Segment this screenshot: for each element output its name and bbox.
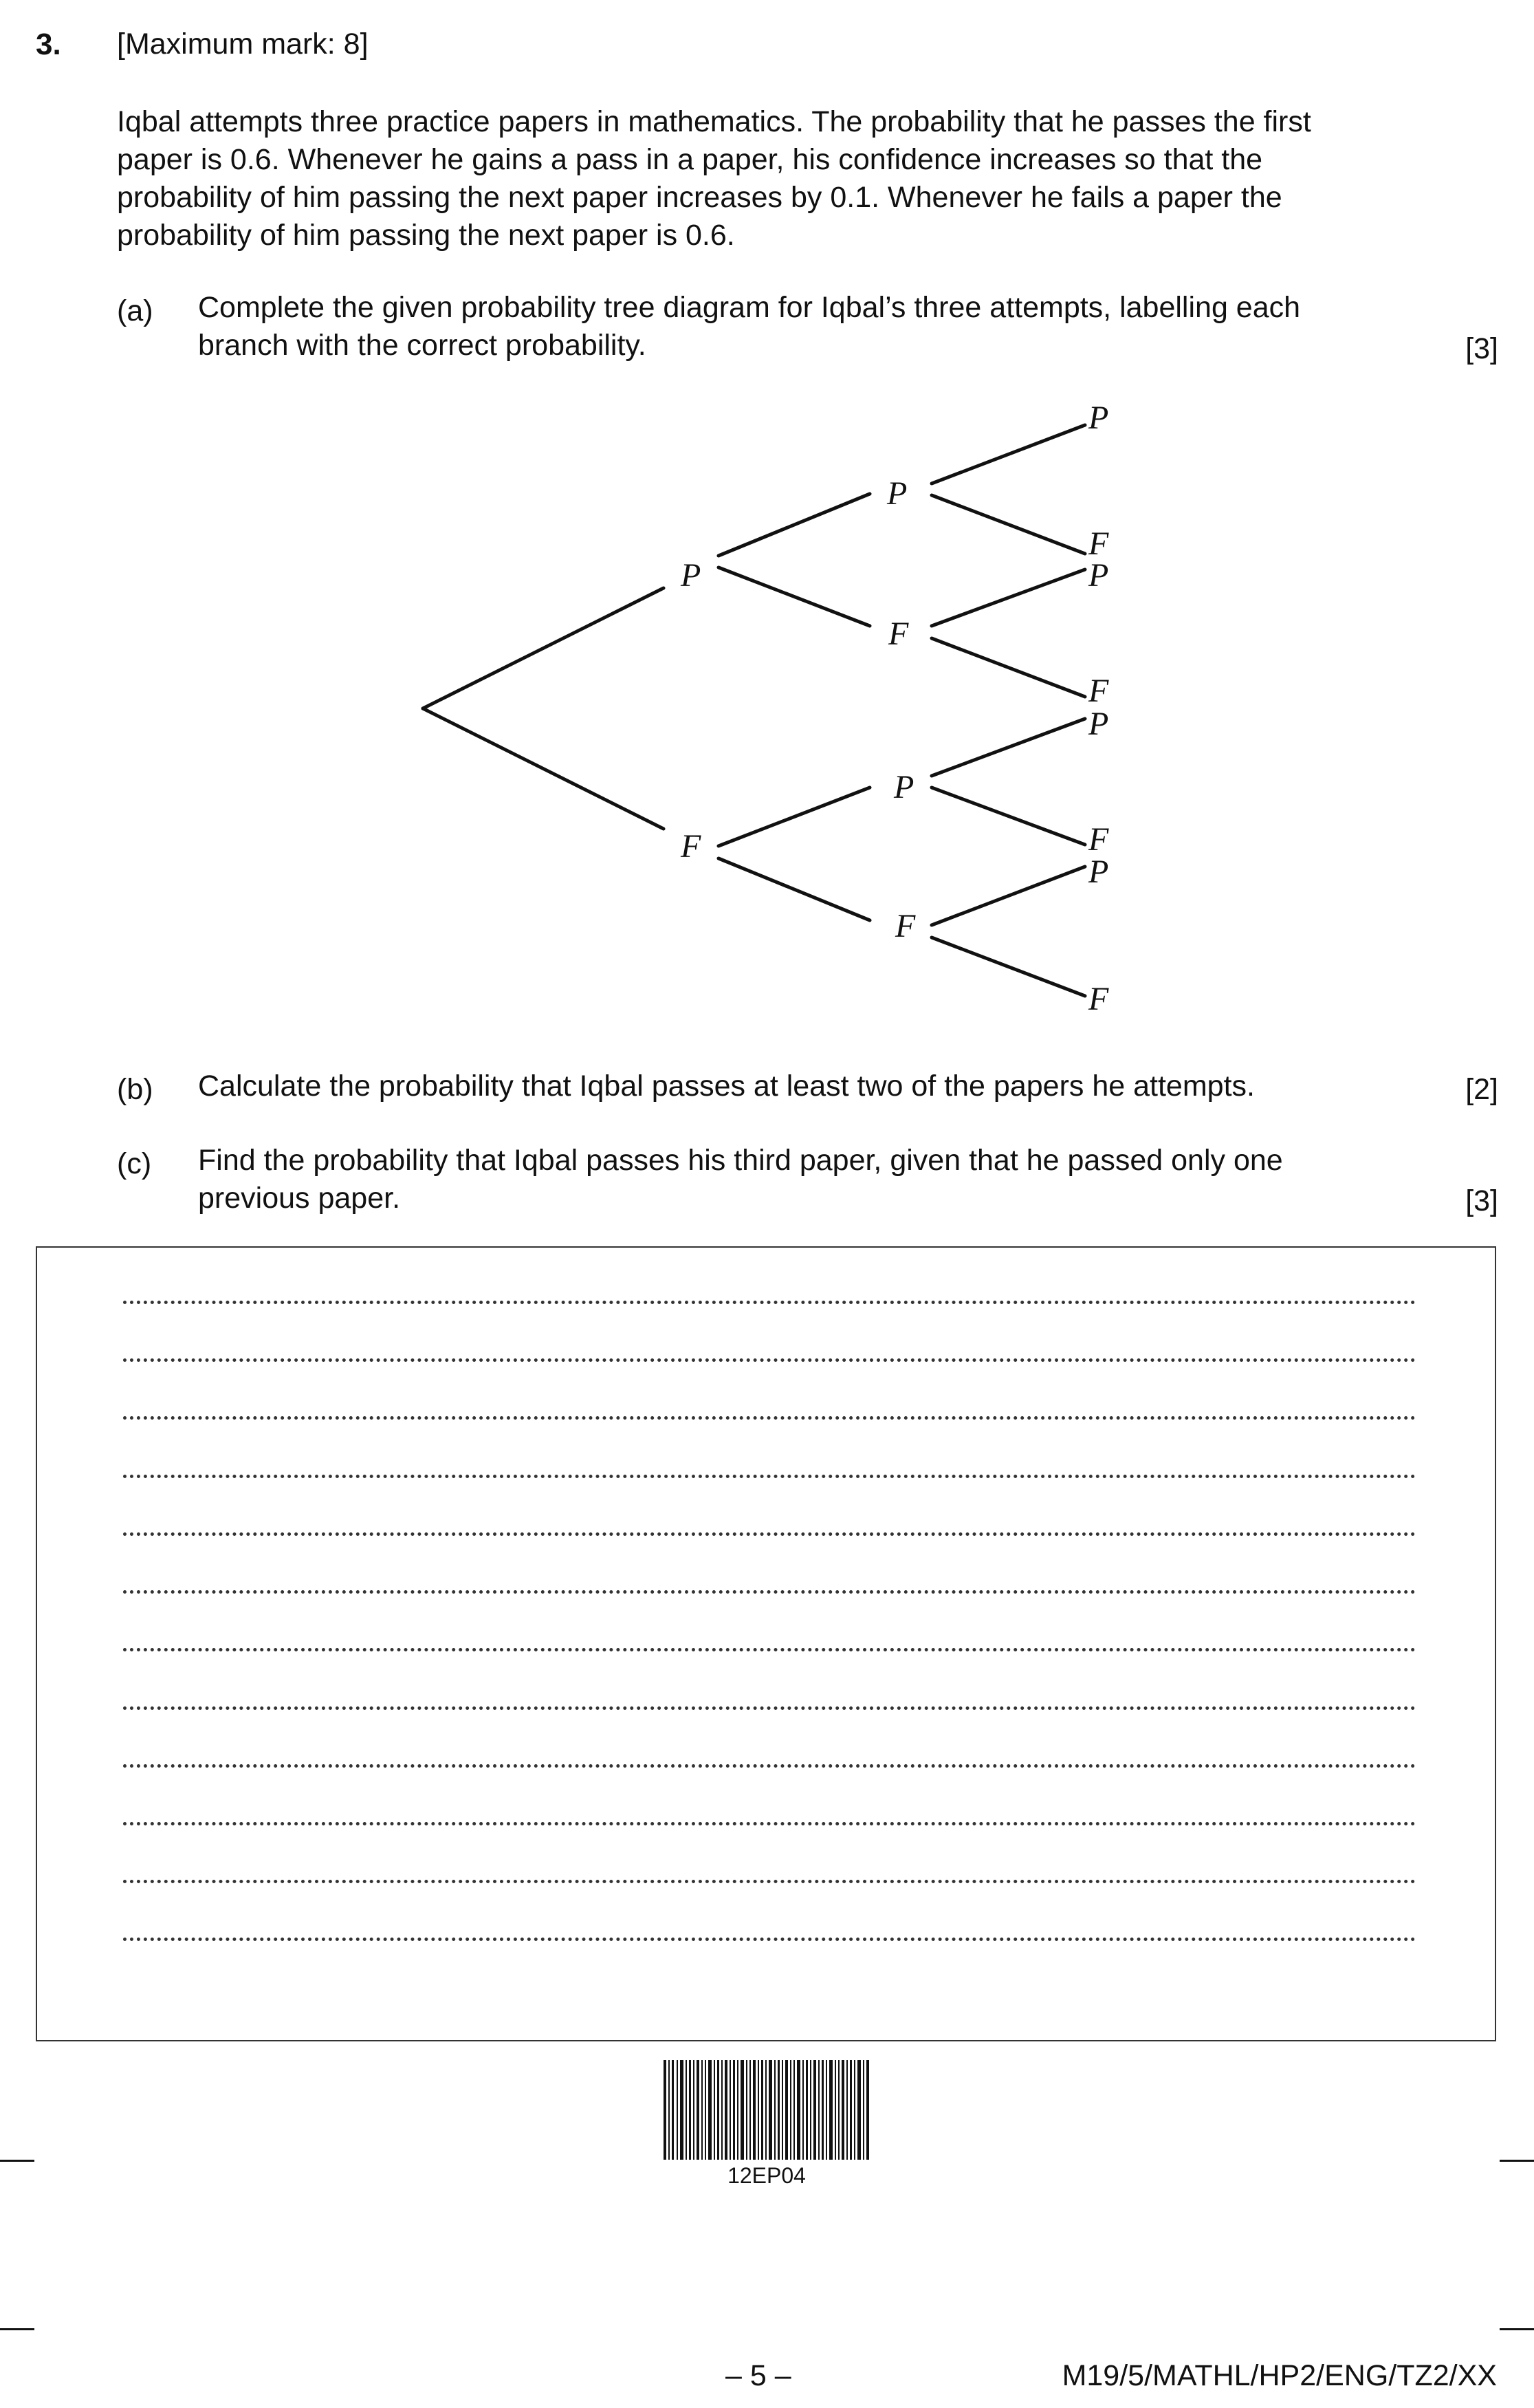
answer-line[interactable] bbox=[123, 1532, 1416, 1536]
branch-pp-p bbox=[932, 425, 1085, 484]
tree-node-level1: F bbox=[681, 828, 701, 865]
tree-node-level3: P bbox=[1088, 400, 1109, 436]
answer-line[interactable] bbox=[123, 1880, 1416, 1883]
part-a-line: Complete the given probability tree diagram for Iqbal’s three attempts, labelling each bbox=[198, 291, 1301, 324]
part-c-text bbox=[198, 1142, 1436, 1217]
branch-ff-f bbox=[932, 937, 1085, 996]
branch-pf-p bbox=[932, 570, 1085, 626]
answer-line[interactable] bbox=[123, 1475, 1416, 1478]
part-c-line: Find the probability that Iqbal passes his third paper, given that he passed only one bbox=[198, 1144, 1283, 1177]
stem-line: probability of him passing the next paper increases by 0.1. Whenever he fails a paper the bbox=[117, 181, 1282, 214]
answer-line[interactable] bbox=[123, 1358, 1416, 1362]
probability-tree-diagram bbox=[0, 0, 1534, 1032]
maximum-mark: [Maximum mark: 8] bbox=[117, 28, 369, 61]
tree-node-level3: P bbox=[1088, 854, 1109, 890]
part-b-marks: [2] bbox=[1465, 1073, 1498, 1106]
answer-line[interactable] bbox=[123, 1706, 1416, 1710]
tree-node-level3: F bbox=[1088, 673, 1109, 709]
tree-node-level2: P bbox=[894, 769, 914, 805]
branch-p-f bbox=[719, 567, 870, 626]
answer-line[interactable] bbox=[123, 1416, 1416, 1420]
stem-line: probability of him passing the next paper is 0.6. bbox=[117, 219, 735, 252]
tree-node-level1: P bbox=[681, 557, 701, 594]
crop-mark bbox=[1500, 2160, 1534, 2162]
answer-line[interactable] bbox=[123, 1822, 1416, 1825]
part-c-marks: [3] bbox=[1465, 1184, 1498, 1217]
branch-ff-p bbox=[932, 867, 1085, 925]
part-c-line: previous paper. bbox=[198, 1182, 401, 1215]
tree-node-level3: P bbox=[1088, 706, 1109, 742]
part-a-line: branch with the correct probability. bbox=[198, 329, 646, 362]
branch-fp-f bbox=[932, 788, 1085, 845]
part-b-line: Calculate the probability that Iqbal passes at least two of the papers he attempts. bbox=[198, 1070, 1255, 1103]
page-number: – 5 – bbox=[725, 2359, 791, 2392]
part-a-marks: [3] bbox=[1465, 332, 1498, 365]
answer-line[interactable] bbox=[123, 1648, 1416, 1651]
crop-mark bbox=[1500, 2328, 1534, 2330]
tree-node-level3: F bbox=[1088, 821, 1109, 858]
branch-p-p bbox=[719, 494, 870, 556]
barcode bbox=[664, 2060, 870, 2160]
tree-node-level2: P bbox=[887, 475, 908, 512]
stem-line: Iqbal attempts three practice papers in mathematics. The probability that he passes the first bbox=[117, 105, 1311, 138]
answer-line[interactable] bbox=[123, 1764, 1416, 1768]
tree-node-level3: P bbox=[1088, 557, 1109, 594]
answer-line[interactable] bbox=[123, 1301, 1416, 1304]
paper-code: M19/5/MATHL/HP2/ENG/TZ2/XX bbox=[1062, 2359, 1497, 2392]
branch-f-f bbox=[719, 858, 870, 920]
branch-fp-p bbox=[932, 719, 1085, 776]
stem-line: paper is 0.6. Whenever he gains a pass in a paper, his confidence increases so that the bbox=[117, 143, 1263, 176]
branch-pf-f bbox=[932, 638, 1085, 697]
answer-line[interactable] bbox=[123, 1938, 1416, 1941]
part-b-label: (b) bbox=[117, 1073, 153, 1106]
tree-node-level2: F bbox=[888, 616, 909, 652]
part-c-label: (c) bbox=[117, 1147, 152, 1180]
answer-box[interactable] bbox=[36, 1246, 1496, 2041]
crop-mark bbox=[0, 2328, 34, 2330]
tree-node-level3: F bbox=[1088, 981, 1109, 1017]
tree-node-level2: F bbox=[895, 908, 916, 944]
part-b-text bbox=[198, 1067, 1436, 1105]
answer-line[interactable] bbox=[123, 1590, 1416, 1594]
crop-mark bbox=[0, 2160, 34, 2162]
branch-pp-f bbox=[932, 495, 1085, 554]
branch-f-p bbox=[719, 788, 870, 846]
tree-node-level3: F bbox=[1088, 525, 1109, 562]
branch-root-p bbox=[423, 588, 664, 708]
question-number: 3. bbox=[36, 28, 61, 61]
branch-root-f bbox=[423, 708, 664, 829]
barcode-text: 12EP04 bbox=[727, 2163, 806, 2188]
part-a-label: (a) bbox=[117, 294, 153, 327]
